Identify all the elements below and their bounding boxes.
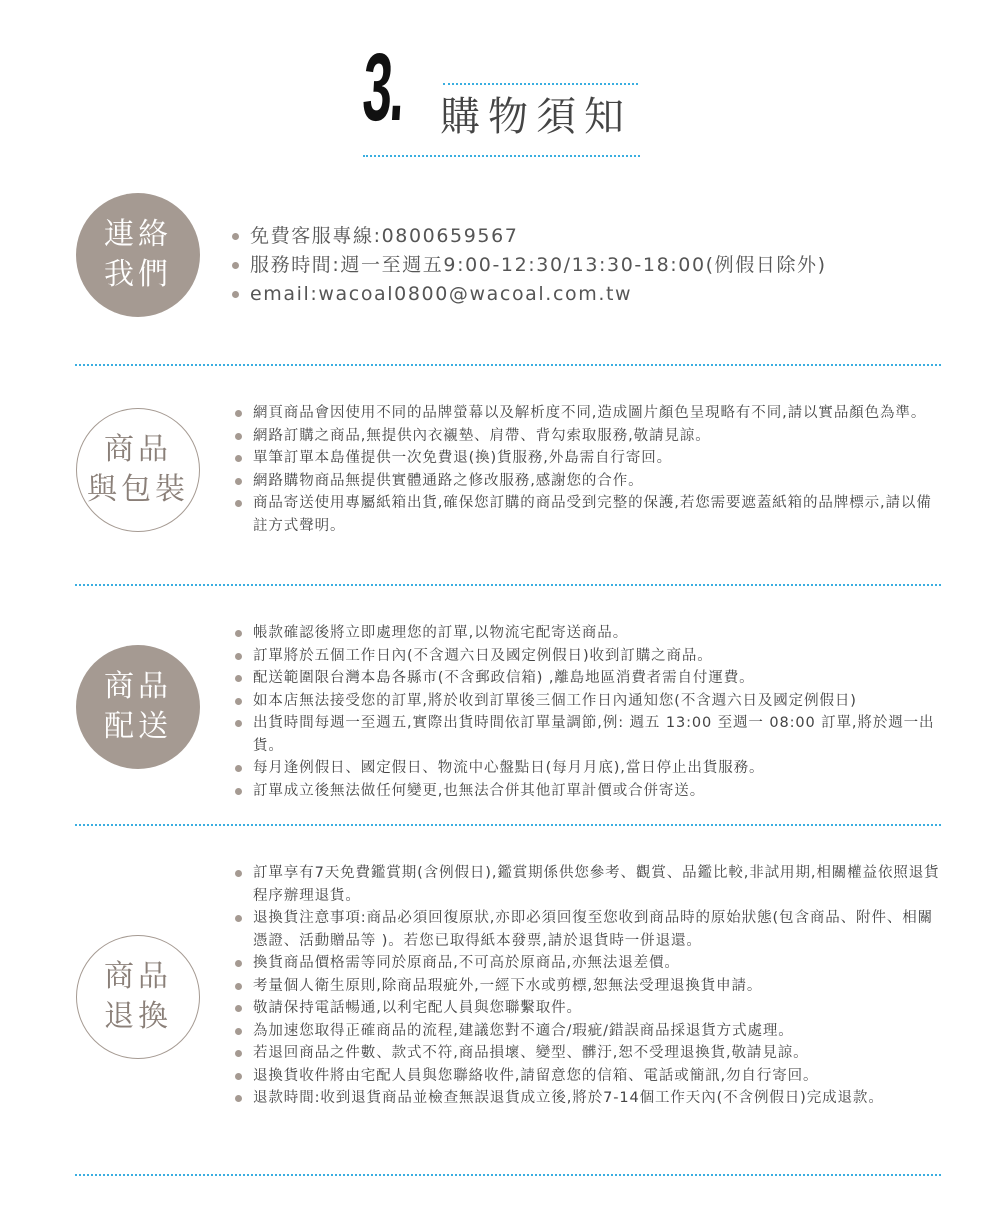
list-item (235, 645, 947, 668)
page-title: 購物須知 (440, 94, 632, 140)
badge-line: 與包裝 (87, 472, 189, 507)
contact-list (232, 222, 827, 309)
list-item (235, 862, 947, 907)
packaging-list (235, 402, 947, 537)
item-text: 考量個人衛生原則,除商品瑕疵外,一經下水或剪標,恕無法受理退換貨申請。 (253, 977, 763, 994)
item-text: 訂單成立後無法做任何變更,也無法合併其他訂單計價或合併寄送。 (253, 782, 706, 799)
item-text: 出貨時間每週一至週五,實際出貨時間依訂單量調節,例: 週五 13:00 至週一 08:00 訂單,將於週一出貨。 (253, 715, 935, 754)
item-text: 若退回商品之件數、款式不符,商品損壞、變型、髒汙,恕不受理退換貨,敬請見諒。 (253, 1045, 809, 1061)
contact-hours (232, 251, 827, 280)
item-text: 退款時間:收到退貨商品並檢查無誤退貨成立後,將於7-14個工作天內(不含例假日)完成退款。 (253, 1090, 884, 1106)
list-item (235, 780, 947, 803)
bullet-icon (235, 500, 242, 507)
item-text: 網頁商品會因使用不同的品牌螢幕以及解析度不同,造成圖片顏色呈現略有不同,請以實品顏色為準。 (253, 405, 927, 421)
item-text: 商品寄送使用專屬紙箱出貨,確保您訂購的商品受到完整的保護,若您需要遮蓋紙箱的品牌標示,請以備註方式聲明。 (253, 495, 932, 534)
list-item (235, 622, 947, 645)
list-item (235, 1065, 947, 1088)
returns-badge (76, 935, 200, 1059)
section-divider (75, 824, 941, 826)
packaging-badge (76, 408, 200, 532)
item-text: 退換貨注意事項:商品必須回復原狀,亦即必須回復至您收到商品時的原始狀態(包含商品、附件、相關憑證、活動贈品等 )。若您已取得紙本發票,請於退貨時一併退還。 (253, 910, 934, 949)
list-item (235, 667, 947, 690)
bullet-icon (235, 788, 242, 795)
list-item (235, 1087, 947, 1110)
item-text: 免費客服專線:0800659567 (250, 225, 519, 247)
bullet-icon (235, 410, 242, 417)
returns-list (235, 862, 947, 1110)
bullet-icon (235, 455, 242, 462)
badge-line: 商品 (104, 432, 172, 467)
bullet-icon (235, 1050, 242, 1057)
contact-badge (76, 193, 200, 317)
title-divider-bottom (363, 155, 640, 157)
list-item (235, 712, 947, 757)
bullet-icon (232, 262, 239, 269)
bullet-icon (235, 630, 242, 637)
list-item (235, 492, 947, 537)
bullet-icon (235, 433, 242, 440)
contact-phone (232, 222, 827, 251)
list-item (235, 447, 947, 470)
delivery-badge (76, 645, 200, 769)
list-item (235, 975, 947, 998)
item-text: 配送範圍限台灣本島各縣市(不含郵政信箱) ,離島地區消費者需自付運費。 (253, 670, 755, 686)
item-text: 網路訂購之商品,無提供內衣襯墊、肩帶、背勾索取服務,敬請見諒。 (253, 427, 711, 444)
item-text: 訂單享有7天免費鑑賞期(含例假日),鑑賞期係供您參考、觀賞、品鑑比較,非試用期,相關權益依照退貨程序辦理退貨。 (253, 865, 940, 904)
item-text: 如本店無法接受您的訂單,將於收到訂單後三個工作日內通知您(不含週六日及國定例假日) (253, 692, 857, 709)
bullet-icon (235, 653, 242, 660)
list-item (235, 690, 947, 713)
bullet-icon (235, 960, 242, 967)
badge-line: 我們 (104, 257, 172, 292)
badge-line: 連絡 (104, 217, 172, 252)
bullet-icon (235, 1028, 242, 1035)
item-text: 換貨商品價格需等同於原商品,不可高於原商品,亦無法退差價。 (253, 955, 680, 971)
list-item (235, 907, 947, 952)
list-item (235, 470, 947, 493)
badge-line: 退換 (104, 999, 172, 1034)
item-text: 每月逢例假日、國定假日、物流中心盤點日(每月月底),當日停止出貨服務。 (253, 760, 765, 776)
bullet-icon (235, 870, 242, 877)
bullet-icon (235, 478, 242, 485)
bullet-icon (232, 291, 239, 298)
bullet-icon (235, 765, 242, 772)
badge-line: 商品 (104, 669, 172, 704)
bullet-icon (235, 1073, 242, 1080)
section-divider (75, 584, 941, 586)
section-divider (75, 1174, 941, 1176)
item-text: 退換貨收件將由宅配人員與您聯絡收件,請留意您的信箱、電話或簡訊,勿自行寄回。 (253, 1067, 819, 1084)
list-item (235, 757, 947, 780)
bullet-icon (235, 698, 242, 705)
bullet-icon (235, 720, 242, 727)
item-text: 單筆訂單本島僅提供一次免費退(換)貨服務,外島需自行寄回。 (253, 450, 673, 466)
list-item (235, 952, 947, 975)
title-divider-top (443, 83, 638, 85)
bullet-icon (235, 675, 242, 682)
item-text: 為加速您取得正確商品的流程,建議您對不適合/瑕疵/錯誤商品採退貨方式處理。 (253, 1022, 794, 1039)
bullet-icon (235, 1005, 242, 1012)
item-text: 帳款確認後將立即處理您的訂單,以物流宅配寄送商品。 (253, 625, 629, 641)
item-text: 網路購物商品無提供實體通路之修改服務,感謝您的合作。 (253, 472, 644, 489)
list-item (235, 402, 947, 425)
list-item (235, 1042, 947, 1065)
item-text: 服務時間:週一至週五9:00-12:30/13:30-18:00(例假日除外) (250, 254, 827, 276)
section-number: 3. (360, 34, 406, 141)
delivery-list (235, 622, 947, 802)
section-divider (75, 364, 941, 366)
bullet-icon (232, 233, 239, 240)
contact-email[interactable] (232, 280, 827, 309)
bullet-icon (235, 1095, 242, 1102)
list-item (235, 1020, 947, 1043)
badge-line: 配送 (104, 709, 172, 744)
item-text: 敬請保持電話暢通,以利宅配人員與您聯繫取件。 (253, 1000, 582, 1016)
bullet-icon (235, 915, 242, 922)
list-item (235, 997, 947, 1020)
badge-line: 商品 (104, 959, 172, 994)
email-link[interactable]: email:wacoal0800@wacoal.com.tw (250, 283, 633, 305)
item-text: 訂單將於五個工作日內(不含週六日及國定例假日)收到訂購之商品。 (253, 647, 713, 664)
bullet-icon (235, 983, 242, 990)
list-item (235, 425, 947, 448)
